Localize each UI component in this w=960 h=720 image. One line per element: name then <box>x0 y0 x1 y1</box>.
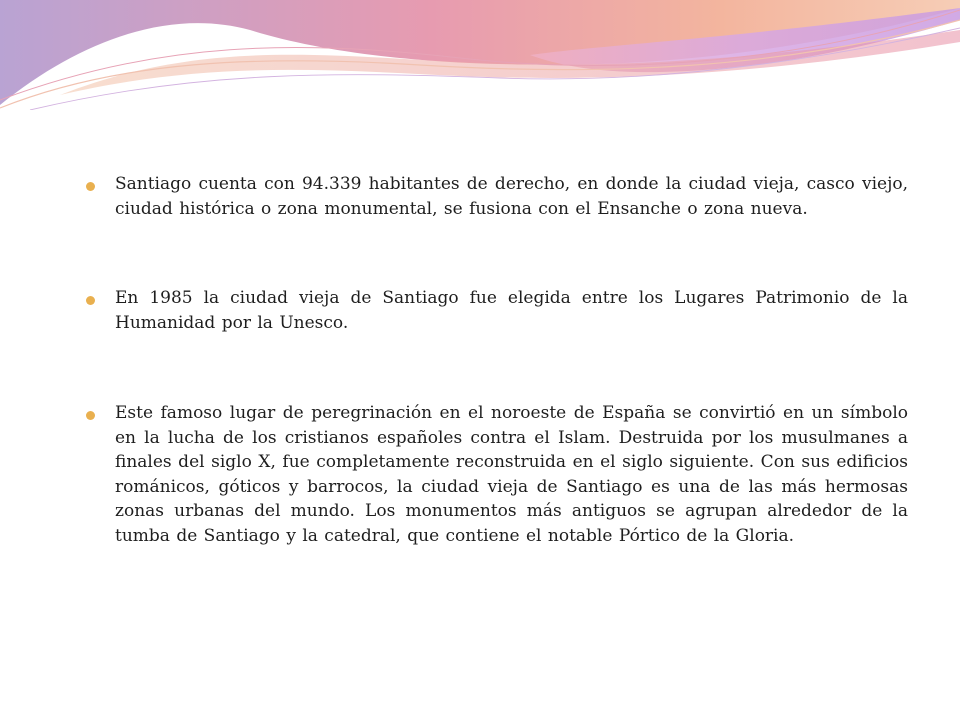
bullet-text: En 1985 la ciudad vieja de Santiago fue elegida entre los Lugares Patrimonio de la Humanidad por la Unesco. <box>115 288 908 333</box>
bullet-dot-icon <box>86 296 95 305</box>
bullet-item <box>86 172 908 221</box>
bullet-dot-icon <box>86 411 95 420</box>
bullet-item <box>86 401 908 548</box>
bullet-text: Santiago cuenta con 94.339 habitantes de derecho, en donde la ciudad vieja, casco viejo, ciudad histórica o zona monumental, se fusiona con el Ensanche o zona nueva. <box>115 174 908 219</box>
bullet-text: Este famoso lugar de peregrinación en el noroeste de España se convirtió en un símbolo en la lucha de los cristianos españoles contra el Islam. Destruida por los musulmanes a finales del siglo X, fue completamente reconstruida en el siglo siguiente. Con sus edificios románicos, góticos y barrocos, la ciudad vieja de Santiago es una de las más hermosas zonas urbanas del mundo. Los monumentos más antiguos se agrupan alrededor de la tumba de Santiago y la catedral, que contiene el notable Pórtico de la Gloria. <box>115 403 908 546</box>
bullet-dot-icon <box>86 182 95 191</box>
header-swoosh-decoration <box>0 0 960 110</box>
bullet-item <box>86 286 908 335</box>
